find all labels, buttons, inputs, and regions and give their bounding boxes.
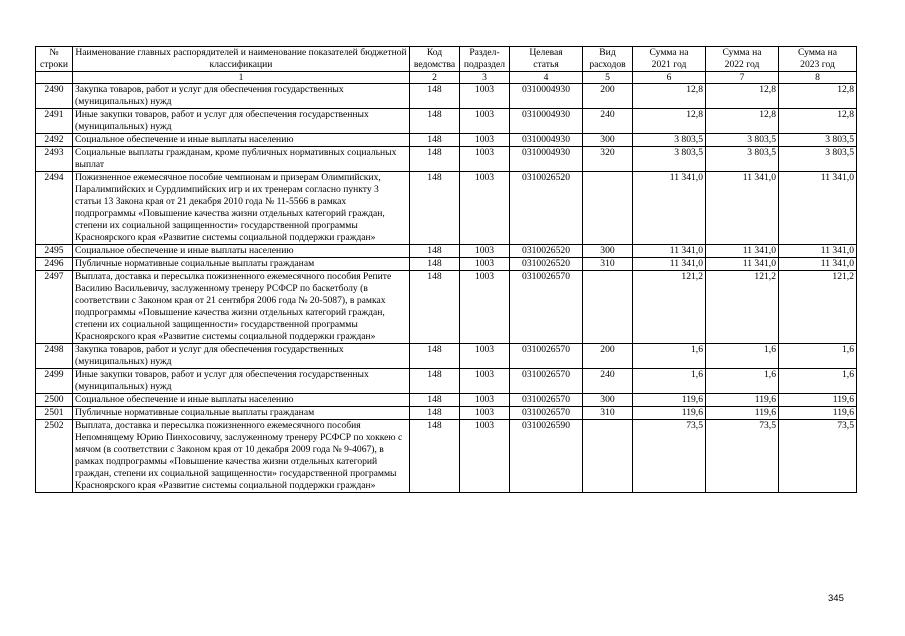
row-target-article: 0310004930 (510, 84, 583, 109)
row-section-code: 1003 (460, 420, 510, 493)
header-dept: Код ведомства (410, 47, 460, 72)
row-number: 2501 (36, 407, 73, 420)
row-sum-2021: 3 803,5 (633, 147, 706, 172)
row-number: 2491 (36, 109, 73, 134)
column-number: 8 (779, 72, 857, 84)
row-number: 2496 (36, 258, 73, 271)
row-target-article: 0310026520 (510, 172, 583, 245)
row-sum-2023: 12,8 (779, 109, 857, 134)
row-dept-code: 148 (410, 344, 460, 369)
row-name: Выплата, доставка и пересылка пожизненного ежемесячного пособия Репите Василию Васильевичу, заслуженному тренеру РСФСР по баскетболу (в соответствии с Законом края от 21 сентября 2006 года № 20-5087), в рамках подпрограммы «Повышение качества жизни отдельных категорий граждан, степени их социальной защищенности» государственной программы Красноярского края «Развитие системы социальной поддержки граждан» (73, 271, 410, 344)
row-number: 2499 (36, 369, 73, 394)
row-sum-2022: 1,6 (706, 344, 779, 369)
row-sum-2022: 11 341,0 (706, 258, 779, 271)
row-sum-2022: 73,5 (706, 420, 779, 493)
row-section-code: 1003 (460, 369, 510, 394)
column-number: 2 (410, 72, 460, 84)
row-expense-kind: 240 (583, 109, 633, 134)
row-sum-2022: 11 341,0 (706, 172, 779, 245)
row-dept-code: 148 (410, 245, 460, 258)
table-row (36, 109, 857, 134)
table-header-row (36, 47, 857, 72)
row-sum-2022: 3 803,5 (706, 147, 779, 172)
row-section-code: 1003 (460, 271, 510, 344)
table-row (36, 147, 857, 172)
row-target-article: 0310026520 (510, 258, 583, 271)
budget-table (35, 46, 857, 493)
column-number: 3 (460, 72, 510, 84)
row-target-article: 0310026570 (510, 369, 583, 394)
row-target-article: 0310026520 (510, 245, 583, 258)
row-name: Иные закупки товаров, работ и услуг для обеспечения государственных (муниципальных) нужд (73, 109, 410, 134)
row-sum-2021: 11 341,0 (633, 172, 706, 245)
row-number: 2493 (36, 147, 73, 172)
row-expense-kind: 310 (583, 407, 633, 420)
row-name: Социальное обеспечение и иные выплаты населению (73, 134, 410, 147)
table-row (36, 271, 857, 344)
row-sum-2023: 73,5 (779, 420, 857, 493)
row-sum-2021: 119,6 (633, 394, 706, 407)
row-sum-2021: 121,2 (633, 271, 706, 344)
row-dept-code: 148 (410, 420, 460, 493)
row-number: 2502 (36, 420, 73, 493)
row-number: 2495 (36, 245, 73, 258)
row-name: Публичные нормативные социальные выплаты гражданам (73, 407, 410, 420)
table-row (36, 245, 857, 258)
row-sum-2022: 3 803,5 (706, 134, 779, 147)
row-number: 2500 (36, 394, 73, 407)
row-target-article: 0310004930 (510, 134, 583, 147)
row-expense-kind (583, 420, 633, 493)
row-expense-kind: 310 (583, 258, 633, 271)
row-dept-code: 148 (410, 271, 460, 344)
row-target-article: 0310004930 (510, 147, 583, 172)
column-number: 4 (510, 72, 583, 84)
row-sum-2023: 121,2 (779, 271, 857, 344)
row-section-code: 1003 (460, 394, 510, 407)
header-sum-2022: Сумма на 2022 год (706, 47, 779, 72)
row-sum-2022: 121,2 (706, 271, 779, 344)
row-sum-2023: 119,6 (779, 407, 857, 420)
column-number: 7 (706, 72, 779, 84)
row-target-article: 0310026570 (510, 344, 583, 369)
row-dept-code: 148 (410, 369, 460, 394)
table-body (36, 84, 857, 493)
column-number: 5 (583, 72, 633, 84)
row-name: Публичные нормативные социальные выплаты гражданам (73, 258, 410, 271)
row-sum-2021: 1,6 (633, 369, 706, 394)
row-dept-code: 148 (410, 407, 460, 420)
row-section-code: 1003 (460, 134, 510, 147)
row-name: Социальные выплаты гражданам, кроме публичных нормативных социальных выплат (73, 147, 410, 172)
row-section-code: 1003 (460, 109, 510, 134)
header-section: Раздел- подраздел (460, 47, 510, 72)
row-name: Иные закупки товаров, работ и услуг для обеспечения государственных (муниципальных) нужд (73, 369, 410, 394)
row-section-code: 1003 (460, 147, 510, 172)
row-sum-2023: 11 341,0 (779, 172, 857, 245)
row-expense-kind (583, 172, 633, 245)
row-sum-2022: 1,6 (706, 369, 779, 394)
table-row (36, 134, 857, 147)
table-row (36, 172, 857, 245)
row-target-article: 0310026570 (510, 394, 583, 407)
row-sum-2023: 1,6 (779, 344, 857, 369)
row-section-code: 1003 (460, 245, 510, 258)
row-number: 2490 (36, 84, 73, 109)
row-section-code: 1003 (460, 407, 510, 420)
row-expense-kind: 300 (583, 394, 633, 407)
row-dept-code: 148 (410, 134, 460, 147)
row-expense-kind: 200 (583, 344, 633, 369)
table-row (36, 394, 857, 407)
row-sum-2021: 1,6 (633, 344, 706, 369)
row-name: Выплата, доставка и пересылка пожизненного ежемесячного пособия Непомнящему Юрию Пинхосовичу, заслуженному тренеру РСФСР по хоккею с мячом (в соответствии с Законом края от 10 декабря 2009 года № 9-4067), в рамках подпрограммы «Повышение качества жизни отдельных категорий граждан, степени их социальной защищенности» государственной программы Красноярского края «Развитие системы социальной поддержки граждан» (73, 420, 410, 493)
row-expense-kind (583, 271, 633, 344)
row-target-article: 0310026570 (510, 407, 583, 420)
row-dept-code: 148 (410, 172, 460, 245)
row-dept-code: 148 (410, 84, 460, 109)
header-target: Целевая статья (510, 47, 583, 72)
column-number (36, 72, 73, 84)
row-sum-2022: 11 341,0 (706, 245, 779, 258)
row-sum-2021: 73,5 (633, 420, 706, 493)
row-sum-2023: 3 803,5 (779, 134, 857, 147)
row-expense-kind: 300 (583, 245, 633, 258)
row-sum-2023: 1,6 (779, 369, 857, 394)
column-number: 6 (633, 72, 706, 84)
table-row (36, 344, 857, 369)
row-name: Социальное обеспечение и иные выплаты населению (73, 245, 410, 258)
row-name: Пожизненное ежемесячное пособие чемпионам и призерам Олимпийских, Паралимпийских и Сурдлимпийских игр и их тренерам согласно пункту 3 статьи 13 Закона края от 21 декабря 2010 года № 11-5566 в рамках подпрограммы «Повышение качества жизни отдельных категорий граждан, степени их социальной защищенности» государственной программы Красноярского края «Развитие системы социальной поддержки граждан» (73, 172, 410, 245)
column-number: 1 (73, 72, 410, 84)
row-sum-2021: 11 341,0 (633, 245, 706, 258)
row-dept-code: 148 (410, 394, 460, 407)
row-dept-code: 148 (410, 109, 460, 134)
table-row (36, 258, 857, 271)
row-dept-code: 148 (410, 147, 460, 172)
row-section-code: 1003 (460, 258, 510, 271)
row-target-article: 0310026570 (510, 271, 583, 344)
row-sum-2022: 12,8 (706, 84, 779, 109)
row-target-article: 0310004930 (510, 109, 583, 134)
table-row (36, 420, 857, 493)
row-sum-2023: 12,8 (779, 84, 857, 109)
header-sum-2021: Сумма на 2021 год (633, 47, 706, 72)
table-row (36, 369, 857, 394)
budget-table-sheet (35, 46, 856, 493)
column-number-row (36, 72, 857, 84)
row-section-code: 1003 (460, 344, 510, 369)
row-sum-2022: 119,6 (706, 407, 779, 420)
row-number: 2492 (36, 134, 73, 147)
row-number: 2498 (36, 344, 73, 369)
row-sum-2022: 12,8 (706, 109, 779, 134)
row-expense-kind: 320 (583, 147, 633, 172)
row-dept-code: 148 (410, 258, 460, 271)
page-number: 345 (828, 593, 844, 604)
row-target-article: 0310026590 (510, 420, 583, 493)
row-sum-2021: 119,6 (633, 407, 706, 420)
row-sum-2023: 119,6 (779, 394, 857, 407)
header-name: Наименование главных распорядителей и наименование показателей бюджетной классификации (73, 47, 410, 72)
row-sum-2022: 119,6 (706, 394, 779, 407)
row-sum-2021: 3 803,5 (633, 134, 706, 147)
row-sum-2021: 11 341,0 (633, 258, 706, 271)
row-sum-2021: 12,8 (633, 84, 706, 109)
header-row-no: № строки (36, 47, 73, 72)
header-kind: Вид расходов (583, 47, 633, 72)
row-number: 2497 (36, 271, 73, 344)
row-sum-2023: 11 341,0 (779, 258, 857, 271)
row-expense-kind: 240 (583, 369, 633, 394)
row-section-code: 1003 (460, 84, 510, 109)
header-sum-2023: Сумма на 2023 год (779, 47, 857, 72)
row-sum-2023: 11 341,0 (779, 245, 857, 258)
row-expense-kind: 200 (583, 84, 633, 109)
row-number: 2494 (36, 172, 73, 245)
table-row (36, 84, 857, 109)
table-row (36, 407, 857, 420)
row-expense-kind: 300 (583, 134, 633, 147)
row-name: Закупка товаров, работ и услуг для обеспечения государственных (муниципальных) нужд (73, 84, 410, 109)
row-section-code: 1003 (460, 172, 510, 245)
row-name: Социальное обеспечение и иные выплаты населению (73, 394, 410, 407)
row-name: Закупка товаров, работ и услуг для обеспечения государственных (муниципальных) нужд (73, 344, 410, 369)
row-sum-2023: 3 803,5 (779, 147, 857, 172)
row-sum-2021: 12,8 (633, 109, 706, 134)
